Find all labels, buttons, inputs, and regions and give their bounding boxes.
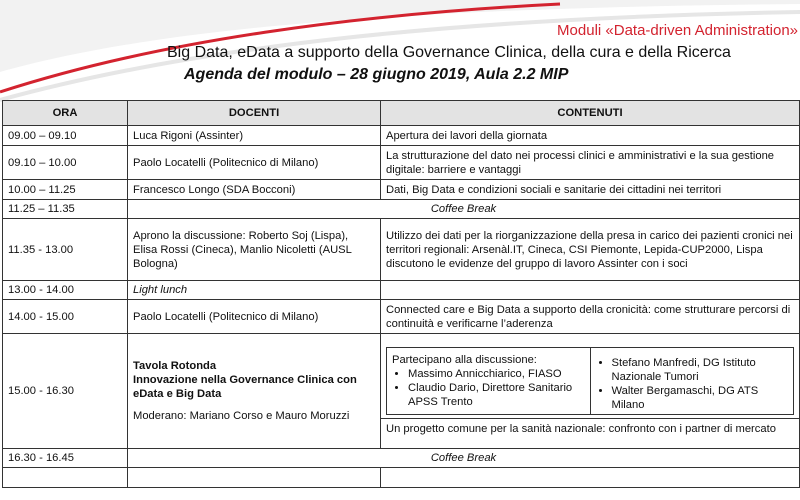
content-cell: Dati, Big Data e condizioni sociali e sanitarie dei cittadini nei territori [381,180,800,200]
content-cell: Connected care e Big Data a supporto della cronicità: come strutturare percorsi di continuità e verificarne l’aderenza [381,300,800,334]
participants-list-left [392,367,585,409]
time-cell: 14.00 - 15.00 [3,300,128,334]
table-row [3,300,800,334]
participant-item: • Stefano Manfredi, DG Istituto Nazionale Tumori [612,356,789,384]
table-row [3,126,800,146]
participants-table [386,347,794,415]
time-cell: 15.00 - 16.30 [3,334,128,449]
time-cell: 16.30 - 16.45 [3,449,128,468]
participant-item: • Walter Bergamaschi, DG ATS Milano [612,384,789,412]
empty-content-cell [381,281,800,300]
content-cell: La strutturazione del dato nei processi clinici e amministrativi e la sua gestione digitale: barriere e vantaggi [381,146,800,180]
project-text: Un progetto comune per la sanità nazionale: confronto con i partner di mercato [386,422,776,435]
speaker-cell: Paolo Locatelli (Politecnico di Milano) [128,146,381,180]
table-row [3,468,800,488]
participants-intro: Partecipano alla discussione: [392,353,537,366]
time-cell: 10.00 – 11.25 [3,180,128,200]
time-cell: 09.00 – 09.10 [3,126,128,146]
speaker-cell: Luca Rigoni (Assinter) [128,126,381,146]
agenda-heading: Agenda del modulo – 28 giugno 2019, Aula 2.2 MIP [184,66,569,83]
time-cell [3,468,128,488]
page-subtitle: Big Data, eData a supporto della Governance Clinica, della cura e della Ricerca [167,44,731,61]
participants-block [381,344,799,419]
time-cell: 11.35 - 13.00 [3,219,128,281]
agenda-table [2,100,800,488]
module-title: Moduli «Data-driven Administration» [557,22,798,39]
table-row [3,449,800,468]
time-cell: 09.10 – 10.00 [3,146,128,180]
roundtable-moderators: Moderano: Mariano Corso e Mauro Moruzzi [133,410,350,422]
speaker-cell [128,468,381,488]
column-header-contenuti: CONTENUTI [381,101,800,126]
coffee-break-cell: Coffee Break [128,449,800,468]
table-header-row [3,101,800,126]
column-header-docenti: DOCENTI [128,101,381,126]
content-cell [381,468,800,488]
speaker-cell: Paolo Locatelli (Politecnico di Milano) [128,300,381,334]
table-row [3,281,800,300]
time-cell: 11.25 – 11.35 [3,200,128,219]
lunch-cell: Light lunch [128,281,381,300]
coffee-break-cell: Coffee Break [128,200,800,219]
roundtable-subtitle: Innovazione nella Governance Clinica con eData e Big Data [133,374,357,400]
speaker-cell: Aprono la discussione: Roberto Soj (Lispa), Elisa Rossi (Cineca), Manlio Nicoletti (AUSL Bologna) [128,219,381,281]
roundtable-title: Tavola Rotonda [133,360,217,372]
participant-item: • Massimo Annicchiarico, FIASO [408,367,585,381]
time-cell: 13.00 - 14.00 [3,281,128,300]
participant-item: • Claudio Dario, Direttore Sanitario APSS Trento [408,381,585,409]
participants-list-right [596,356,789,412]
table-row [3,180,800,200]
column-header-ora: ORA [3,101,128,126]
table-row-roundtable [3,334,800,449]
table-row [3,200,800,219]
discussion-cell [381,334,800,449]
speaker-cell: Francesco Longo (SDA Bocconi) [128,180,381,200]
table-row [3,146,800,180]
content-cell: Apertura dei lavori della giornata [381,126,800,146]
content-cell: Utilizzo dei dati per la riorganizzazione della presa in carico dei pazienti cronici nei territori regionali: Arsenàl.IT, Cineca, CSI Piemonte, Lepida-CUP2000, Lispa discutono le evidenze del gruppo di lavoro Assinter con i soci [381,219,800,281]
table-row [3,219,800,281]
roundtable-cell [128,334,381,449]
